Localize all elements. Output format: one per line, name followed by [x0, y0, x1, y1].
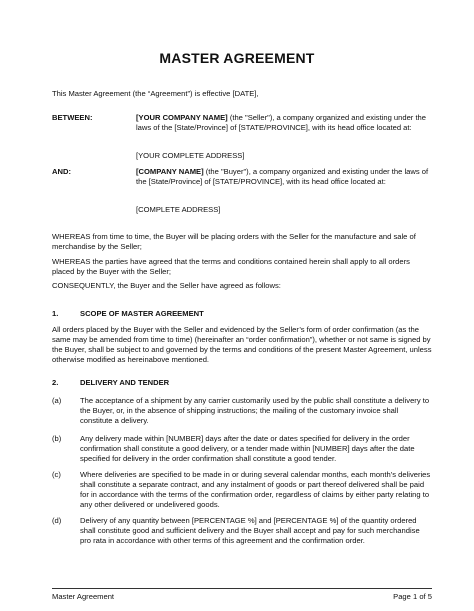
- intro-paragraph: This Master Agreement (the “Agreement”) is effective [DATE],: [52, 89, 259, 98]
- section-1-heading: [52, 309, 204, 319]
- item-a-text: The acceptance of a shipment by any carrier customarily used by the public shall constitute a delivery to the Buyer, or, in the absence of shipping instructions; the mailing of the customary invoice shall constitute a delivery.: [80, 396, 430, 425]
- buyer-details: (the "Buyer"), a company organized and existing under the laws of the [State/Province] of [STATE/PROVINCE], with its head office located at:: [136, 167, 429, 186]
- item-d-label: (d): [52, 516, 62, 525]
- buyer-name: [COMPANY NAME]: [136, 167, 204, 176]
- item-b-text: Any delivery made within [NUMBER] days after the date or dates specified for delivery in the order confirmation shall constitute a good delivery, or a tender made within [NUMBER] days after the date specified for delivery in the order confirmation shall constitute a good tender.: [80, 434, 415, 463]
- seller-details: (the "Seller"), a company organized and existing under the laws of the [State/Province] of [STATE/PROVINCE], with its head office located at:: [136, 113, 427, 132]
- document-title: MASTER AGREEMENT: [159, 50, 315, 66]
- section-1-text: All orders placed by the Buyer with the Seller and evidenced by the Seller’s form of order confirmation (as the same may be amended from time to time) (hereinafter an “order confirmation”), whether or not same is signed by the Buyer, shall be subject to and governed by the terms and conditions of the present Master Agreement, unless otherwise modified as hereinabove mentioned.: [52, 325, 432, 364]
- footer-page-number: Page 1 of 5: [393, 592, 432, 601]
- footer-document-name: Master Agreement: [52, 592, 115, 601]
- footer-divider: [52, 588, 432, 589]
- seller-name: [YOUR COMPANY NAME]: [136, 113, 228, 122]
- recital-3: CONSEQUENTLY, the Buyer and the Seller have agreed as follows:: [52, 281, 281, 290]
- item-c-label: (c): [52, 470, 61, 479]
- recital-2: WHEREAS the parties have agreed that the terms and conditions contained herein shall apply to all orders placed by the Buyer with the Seller;: [52, 257, 410, 276]
- section-1-number: 1.: [52, 309, 59, 318]
- between-label: BETWEEN:: [52, 113, 93, 122]
- section-2-number: 2.: [52, 378, 59, 387]
- buyer-address: [COMPLETE ADDRESS]: [136, 205, 221, 214]
- section-2-title: DELIVERY AND TENDER: [80, 378, 170, 387]
- seller-address: [YOUR COMPLETE ADDRESS]: [136, 151, 245, 160]
- section-1-title: SCOPE OF MASTER AGREEMENT: [80, 309, 204, 318]
- buyer-description: [136, 167, 436, 187]
- and-label: AND:: [52, 167, 71, 176]
- section-2-heading: [52, 378, 169, 388]
- item-a-label: (a): [52, 396, 62, 405]
- item-d-text: Delivery of any quantity between [PERCENTAGE %] and [PERCENTAGE %] of the quantity ordered shall constitute good and sufficient delivery and the Buyer shall accept and pay for such merchandise pro rata in accordance with other terms of this agreement and the confirmation order.: [80, 516, 420, 545]
- item-c-text: Where deliveries are specified to be made in or during several calendar months, each month’s deliveries shall constitute a separate contract, and any instalment of goods or part thereof delivered shall be paid for in accordance with the terms of the confirmation order, regardless of claims by either party relating to any other delivered or undelivered goods.: [80, 470, 431, 509]
- item-b-label: (b): [52, 434, 62, 443]
- recital-1: WHEREAS from time to time, the Buyer will be placing orders with the Seller for the manufacture and sale of merchandise by the Seller;: [52, 232, 416, 251]
- seller-description: [136, 113, 436, 133]
